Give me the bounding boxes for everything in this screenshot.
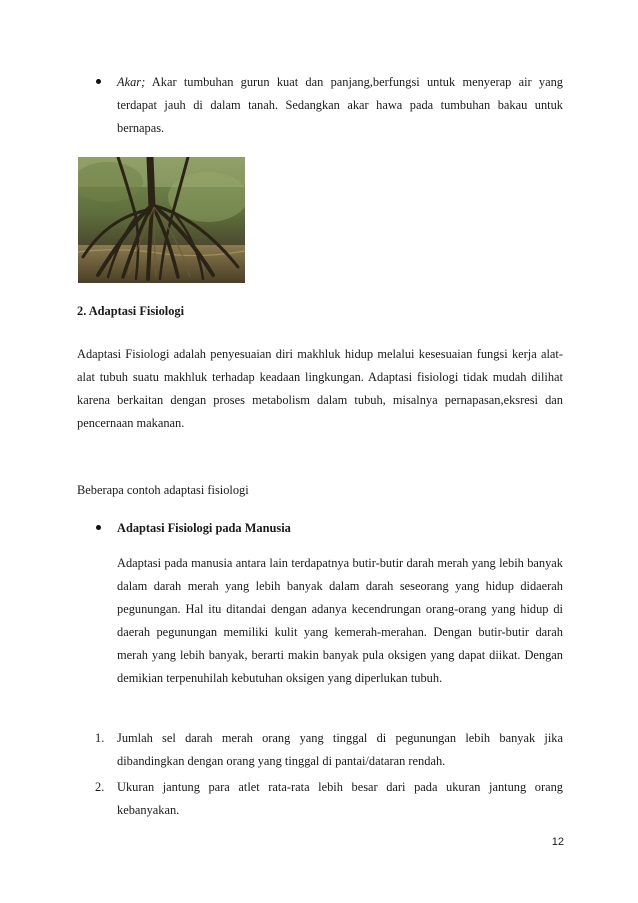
mangrove-roots-photo <box>78 157 245 283</box>
akar-description: Akar tumbuhan gurun kuat dan panjang,berfungsi untuk menyerap air yang terdapat jauh di dalam tanah. Sedangkan akar hawa pada tumbuhan bakau untuk bernapas. <box>117 75 563 135</box>
bullet-manusia <box>77 517 563 690</box>
list-item-text: Jumlah sel darah merah orang yang tinggal di pegunungan lebih banyak jika dibandingkan dengan orang yang tinggal di pantai/dataran rendah. <box>117 731 563 768</box>
section-heading: 2. Adaptasi Fisiologi <box>77 304 185 318</box>
bullet-dot <box>96 79 101 84</box>
list-item-text: Ukuran jantung para atlet rata-rata lebih besar dari pada ukuran jantung orang kebanyakan. <box>117 780 563 817</box>
bullet-akar <box>77 71 563 140</box>
akar-term: Akar; <box>117 75 146 89</box>
akar-text <box>117 71 563 140</box>
section-paragraph: Adaptasi Fisiologi adalah penyesuaian diri makhluk hidup melalui kesesuaian fungsi kerja alat-alat tubuh suatu makhluk terhadap keadaan lingkungan. Adaptasi fisiologi tidak mudah dilihat karena berkaitan dengan proses metabolism dalam tubuh, misalnya pernapasan,eksresi dan pencernaan makanan. <box>77 347 563 430</box>
manusia-paragraph: Adaptasi pada manusia antara lain terdapatnya butir-butir darah merah yang lebih banyak dalam darah merah yang lebih banyak dalam darah seseorang yang hidup didaerah pegunungan. Hal itu ditandai dengan adanya kecendrungan orang-orang yang hidup di daerah pegunungan memiliki kulit yang kemerah-merahan. Dengan butir-butir darah merah yang lebih banyak, berarti makin banyak pula oksigen yang dapat diikat. Dengan demikian terpenuhilah kebutuhan oksigen yang diperlukan tubuh. <box>117 556 563 685</box>
examples-intro: Beberapa contoh adaptasi fisiologi <box>77 483 249 497</box>
list-item-number: 2. <box>95 780 105 794</box>
list-item-number: 1. <box>95 731 105 745</box>
manusia-title: Adaptasi Fisiologi pada Manusia <box>117 521 291 535</box>
page-number: 12 <box>551 836 564 848</box>
numbered-list <box>77 727 563 825</box>
list-item <box>77 776 563 822</box>
list-item <box>77 727 563 773</box>
bullet-dot <box>96 525 101 530</box>
